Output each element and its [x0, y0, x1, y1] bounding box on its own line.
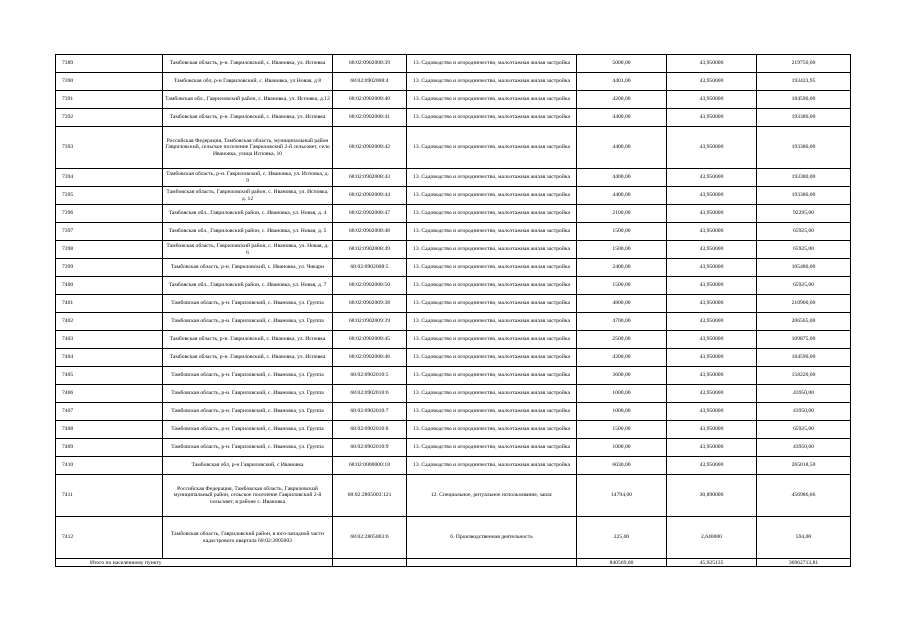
row-cadastral-number: 68:02:0902008:50 — [333, 277, 407, 295]
row-area: 1000,00 — [577, 439, 667, 457]
row-number: 7396 — [56, 205, 163, 223]
row-cadastral-number: 68:02:0902008:39 — [333, 55, 407, 73]
total-area: 840569,00 — [577, 559, 667, 567]
row-area: 4400,00 — [577, 169, 667, 187]
table-row — [56, 403, 851, 421]
row-cadastral-number: 68:02:0902008:47 — [333, 205, 407, 223]
row-specific-value: 43,950000 — [667, 73, 757, 91]
row-cadastral-value: 105480,00 — [757, 259, 851, 277]
row-address: Тамбовская область, Гавриловский район, с. Ивановка, ул. Исповка, д. 12 — [163, 187, 333, 205]
row-area: 6030,00 — [577, 457, 667, 475]
cadastral-value-table — [55, 54, 851, 567]
row-cadastral-number: 68:02:0902010:8 — [333, 421, 407, 439]
row-number: 7389 — [56, 55, 163, 73]
row-land-use: 13. Садоводство и огородничество, малоэтажная жилая застройка — [407, 277, 577, 295]
row-address: Тамбовская область, р-н. Гавриловский, с. Ивановка, ул. Группа — [163, 421, 333, 439]
row-specific-value: 43,950000 — [667, 187, 757, 205]
row-cadastral-value: 193423,95 — [757, 73, 851, 91]
row-specific-value: 30,890000 — [667, 475, 757, 517]
row-land-use: 13. Садоводство и огородничество, малоэтажная жилая застройка — [407, 127, 577, 169]
table-row — [56, 91, 851, 109]
row-address: Тамбовская область, р-н. Гавриловский, с. Ивановка, ул. Исповка — [163, 349, 333, 367]
row-specific-value: 43,950000 — [667, 349, 757, 367]
row-area: 4200,00 — [577, 91, 667, 109]
row-address: Тамбовская область, р-н. Гавриловский, с. Ивановка, ул. Исповка, д. 9 — [163, 169, 333, 187]
row-address: Российская Федерация, Тамбовская область, Гавриловский муниципальный район, сельское поселение Гавриловский 2-й сельсовет, в районе с. Ивановка — [163, 475, 333, 517]
row-land-use: 13. Садоводство и огородничество, малоэтажная жилая застройка — [407, 403, 577, 421]
row-address: Тамбовская область, р-н. Гавриловский, с. Ивановка, ул. Группа — [163, 439, 333, 457]
row-cadastral-number: 68:02:0902009:39 — [333, 313, 407, 331]
row-cadastral-number: 68:02:0902010:5 — [333, 367, 407, 385]
row-specific-value: 43,950000 — [667, 169, 757, 187]
row-cadastral-value: 43950,00 — [757, 439, 851, 457]
row-area: 4200,00 — [577, 349, 667, 367]
row-cadastral-value: 109875,00 — [757, 331, 851, 349]
row-cadastral-value: 193380,00 — [757, 187, 851, 205]
row-address: Тамбовская область, р-н. Гавриловский, с. Ивановка, ул. Группа — [163, 367, 333, 385]
row-number: 7400 — [56, 277, 163, 295]
table-row — [56, 127, 851, 169]
row-specific-value: 43,950000 — [667, 259, 757, 277]
row-area: 4700,00 — [577, 313, 667, 331]
row-cadastral-number: 68:02:2805003:121 — [333, 475, 407, 517]
row-number: 7399 — [56, 259, 163, 277]
row-area: 225,00 — [577, 517, 667, 559]
row-land-use: 13. Садоводство и огородничество, малоэтажная жилая застройка — [407, 55, 577, 73]
row-specific-value: 43,950000 — [667, 439, 757, 457]
row-land-use: 13. Садоводство и огородничество, малоэтажная жилая застройка — [407, 73, 577, 91]
row-cadastral-value: 594,00 — [757, 517, 851, 559]
row-address: Тамбовская область, р-н. Гавриловский, с. Ивановка, ул. Группа — [163, 295, 333, 313]
row-number: 7406 — [56, 385, 163, 403]
row-land-use: 13. Садоводство и огородничество, малоэтажная жилая застройка — [407, 367, 577, 385]
table-row — [56, 259, 851, 277]
row-cadastral-value: 65925,00 — [757, 421, 851, 439]
row-land-use: 13. Садоводство и огородничество, малоэтажная жилая застройка — [407, 91, 577, 109]
table-row — [56, 295, 851, 313]
row-area: 1500,00 — [577, 223, 667, 241]
table-row — [56, 109, 851, 127]
row-number: 7411 — [56, 475, 163, 517]
row-address: Тамбовская область, р-н. Гавриловский, с. Ивановка, ул. Группа — [163, 385, 333, 403]
row-cadastral-value: 43950,00 — [757, 403, 851, 421]
row-area: 1500,00 — [577, 421, 667, 439]
row-specific-value: 43,950000 — [667, 385, 757, 403]
row-land-use: 13. Садоводство и огородничество, малоэтажная жилая застройка — [407, 385, 577, 403]
row-land-use: 13. Садоводство и огородничество, малоэтажная жилая застройка — [407, 205, 577, 223]
total-label: Итого по населенному пункту — [56, 559, 333, 567]
total-specific-value: 45,925135 — [667, 559, 757, 567]
row-area: 4400,00 — [577, 109, 667, 127]
row-area: 1000,00 — [577, 385, 667, 403]
row-cadastral-number: 68:02:0902008:49 — [333, 241, 407, 259]
row-cadastral-number: 68:02:0902008:44 — [333, 187, 407, 205]
row-cadastral-number: 68:02:0902008:46 — [333, 349, 407, 367]
row-cadastral-value: 193380,00 — [757, 127, 851, 169]
row-area: 14794,00 — [577, 475, 667, 517]
row-cadastral-number: 68:02:2805003:6 — [333, 517, 407, 559]
row-cadastral-value: 158220,00 — [757, 367, 851, 385]
row-number: 7405 — [56, 367, 163, 385]
row-cadastral-number: 68:02:0902008:4 — [333, 73, 407, 91]
row-cadastral-value: 43950,00 — [757, 385, 851, 403]
table-row — [56, 367, 851, 385]
row-cadastral-number: 68:02:0902008:42 — [333, 127, 407, 169]
row-specific-value: 2,640000 — [667, 517, 757, 559]
row-cadastral-number: 68:02:0902010:6 — [333, 385, 407, 403]
row-number: 7393 — [56, 127, 163, 169]
row-specific-value: 43,950000 — [667, 127, 757, 169]
row-number: 7394 — [56, 169, 163, 187]
row-number: 7390 — [56, 73, 163, 91]
row-number: 7392 — [56, 109, 163, 127]
row-land-use: 13. Садоводство и огородничество, малоэтажная жилая застройка — [407, 169, 577, 187]
row-cadastral-value: 184590,00 — [757, 91, 851, 109]
row-number: 7403 — [56, 331, 163, 349]
row-land-use: 13. Садоводство и огородничество, малоэтажная жилая застройка — [407, 421, 577, 439]
row-cadastral-value: 265018,50 — [757, 457, 851, 475]
row-cadastral-value: 219750,00 — [757, 55, 851, 73]
row-address: Тамбовская область, р-н. Гавриловский, с. Ивановка, ул. Исповка — [163, 331, 333, 349]
row-cadastral-number: 68:02:0902008:40 — [333, 91, 407, 109]
row-address: Тамбовская обл, р-н Гавриловский, с Ивановка — [163, 457, 333, 475]
row-specific-value: 43,950000 — [667, 295, 757, 313]
total-row — [56, 559, 851, 567]
row-area: 3600,00 — [577, 367, 667, 385]
row-address: Тамбовская обл., Гавриловский район, с. Ивановка, ул. Новая, д. 4 — [163, 205, 333, 223]
row-specific-value: 43,950000 — [667, 421, 757, 439]
row-cadastral-number: 68:02:0902008:45 — [333, 331, 407, 349]
row-land-use: 13. Садоводство и огородничество, малоэтажная жилая застройка — [407, 295, 577, 313]
table-row — [56, 73, 851, 91]
row-area: 1500,00 — [577, 241, 667, 259]
row-specific-value: 43,950000 — [667, 55, 757, 73]
row-land-use: 13. Садоводство и огородничество, малоэтажная жилая застройка — [407, 439, 577, 457]
table-row — [56, 55, 851, 73]
row-cadastral-value: 210960,00 — [757, 295, 851, 313]
row-specific-value: 43,950000 — [667, 457, 757, 475]
row-area: 4400,00 — [577, 127, 667, 169]
row-cadastral-value: 65925,00 — [757, 241, 851, 259]
total-blank — [333, 559, 407, 567]
row-address: Тамбовская обл, р-н Гавриловский, с. Ивановка, ул Новая, д 8 — [163, 73, 333, 91]
row-specific-value: 43,950000 — [667, 403, 757, 421]
row-area: 2100,00 — [577, 205, 667, 223]
row-cadastral-value: 65925,00 — [757, 223, 851, 241]
row-cadastral-number: 68:02:0902009:38 — [333, 295, 407, 313]
table-row — [56, 331, 851, 349]
row-cadastral-value: 184590,00 — [757, 349, 851, 367]
row-number: 7410 — [56, 457, 163, 475]
row-cadastral-number: 68:02:0902010:9 — [333, 439, 407, 457]
row-address: Тамбовская область, р-н. Гавриловский, с. Ивановка, ул. Чикари — [163, 259, 333, 277]
table-row — [56, 277, 851, 295]
row-area: 5000,00 — [577, 55, 667, 73]
table-row — [56, 475, 851, 517]
table-row — [56, 205, 851, 223]
table-row — [56, 313, 851, 331]
row-cadastral-value: 456986,66 — [757, 475, 851, 517]
table-row — [56, 385, 851, 403]
row-area: 1500,00 — [577, 277, 667, 295]
row-address: Российская Федерация, Тамбовская область, муниципальный район Гавриловский, сельское поселение Гавриловский 2-й сельсовет, село Ивановка, улица Исповка, 10 — [163, 127, 333, 169]
row-specific-value: 43,950000 — [667, 223, 757, 241]
row-land-use: 13. Садоводство и огородничество, малоэтажная жилая застройка — [407, 349, 577, 367]
row-number: 7412 — [56, 517, 163, 559]
row-cadastral-number: 68:02:0902010:7 — [333, 403, 407, 421]
row-area: 1000,00 — [577, 403, 667, 421]
row-specific-value: 43,950000 — [667, 277, 757, 295]
row-cadastral-number: 68:02:0902008:41 — [333, 109, 407, 127]
row-number: 7409 — [56, 439, 163, 457]
row-area: 4800,00 — [577, 295, 667, 313]
row-specific-value: 43,950000 — [667, 109, 757, 127]
row-land-use: 13. Садоводство и огородничество, малоэтажная жилая застройка — [407, 457, 577, 475]
row-area: 4400,00 — [577, 187, 667, 205]
row-cadastral-value: 206565,00 — [757, 313, 851, 331]
row-specific-value: 43,950000 — [667, 91, 757, 109]
row-number: 7408 — [56, 421, 163, 439]
row-number: 7395 — [56, 187, 163, 205]
row-number: 7391 — [56, 91, 163, 109]
row-land-use: 13. Садоводство и огородничество, малоэтажная жилая застройка — [407, 313, 577, 331]
row-land-use: 13. Садоводство и огородничество, малоэтажная жилая застройка — [407, 187, 577, 205]
row-number: 7402 — [56, 313, 163, 331]
row-address: Тамбовская область, р-н. Гавриловский, с. Ивановка, ул. Группа — [163, 313, 333, 331]
row-cadastral-number: 68:02:0902008:43 — [333, 169, 407, 187]
row-specific-value: 43,950000 — [667, 331, 757, 349]
row-address: Тамбовская область, Гавриловский район, в юго-западной части кадастрового квартала 68:02:2805003 — [163, 517, 333, 559]
table-row — [56, 439, 851, 457]
row-area: 4401,00 — [577, 73, 667, 91]
total-cadastral-value: 36962713,81 — [757, 559, 851, 567]
row-address: Тамбовская обл., Гавриловский район, с. Ивановка, ул. Новая, д. 5 — [163, 223, 333, 241]
row-specific-value: 43,950000 — [667, 241, 757, 259]
table-row — [56, 187, 851, 205]
row-address: Тамбовская область, р-н. Гавриловский, с. Ивановка, ул. Группа — [163, 403, 333, 421]
row-cadastral-number: 68:02:0902008:5 — [333, 259, 407, 277]
row-area: 2500,00 — [577, 331, 667, 349]
row-number: 7401 — [56, 295, 163, 313]
row-cadastral-number: 68:02:0000000:18 — [333, 457, 407, 475]
table-row — [56, 421, 851, 439]
row-number: 7398 — [56, 241, 163, 259]
row-land-use: 13. Садоводство и огородничество, малоэтажная жилая застройка — [407, 223, 577, 241]
row-cadastral-number: 68:02:0902008:48 — [333, 223, 407, 241]
table-row — [56, 241, 851, 259]
row-land-use: 12. Специальное, ритуальное использование, запас — [407, 475, 577, 517]
row-area: 2400,00 — [577, 259, 667, 277]
row-land-use: 13. Садоводство и огородничество, малоэтажная жилая застройка — [407, 331, 577, 349]
row-cadastral-value: 92295,00 — [757, 205, 851, 223]
table-row — [56, 517, 851, 559]
row-specific-value: 43,950000 — [667, 205, 757, 223]
row-address: Тамбовская обл., Гавриловский район, с. Ивановка, ул. Новая, д. 7 — [163, 277, 333, 295]
row-address: Тамбовская область, р-н. Гавриловский, с. Ивановка, ул. Исповка — [163, 55, 333, 73]
table-row — [56, 457, 851, 475]
row-address: Тамбовская область, Гавриловский район, с. Ивановка, ул. Новая, д. 6 — [163, 241, 333, 259]
row-number: 7407 — [56, 403, 163, 421]
row-specific-value: 43,950000 — [667, 367, 757, 385]
row-cadastral-value: 193380,00 — [757, 169, 851, 187]
row-land-use: 13. Садоводство и огородничество, малоэтажная жилая застройка — [407, 259, 577, 277]
row-specific-value: 43,950000 — [667, 313, 757, 331]
table-row — [56, 223, 851, 241]
row-land-use: 6. Производственная деятельность — [407, 517, 577, 559]
table-row — [56, 349, 851, 367]
row-address: Тамбовская область, р-н. Гавриловский, с. Ивановка, ул. Исповка — [163, 109, 333, 127]
row-cadastral-value: 65925,00 — [757, 277, 851, 295]
row-cadastral-value: 193380,00 — [757, 109, 851, 127]
row-address: Тамбовская обл., Гавриловский район, с. Ивановка, ул. Исповка, д.12 — [163, 91, 333, 109]
total-blank — [407, 559, 577, 567]
row-number: 7404 — [56, 349, 163, 367]
row-land-use: 13. Садоводство и огородничество, малоэтажная жилая застройка — [407, 109, 577, 127]
table-body — [56, 55, 851, 567]
row-number: 7397 — [56, 223, 163, 241]
table-row — [56, 169, 851, 187]
row-land-use: 13. Садоводство и огородничество, малоэтажная жилая застройка — [407, 241, 577, 259]
